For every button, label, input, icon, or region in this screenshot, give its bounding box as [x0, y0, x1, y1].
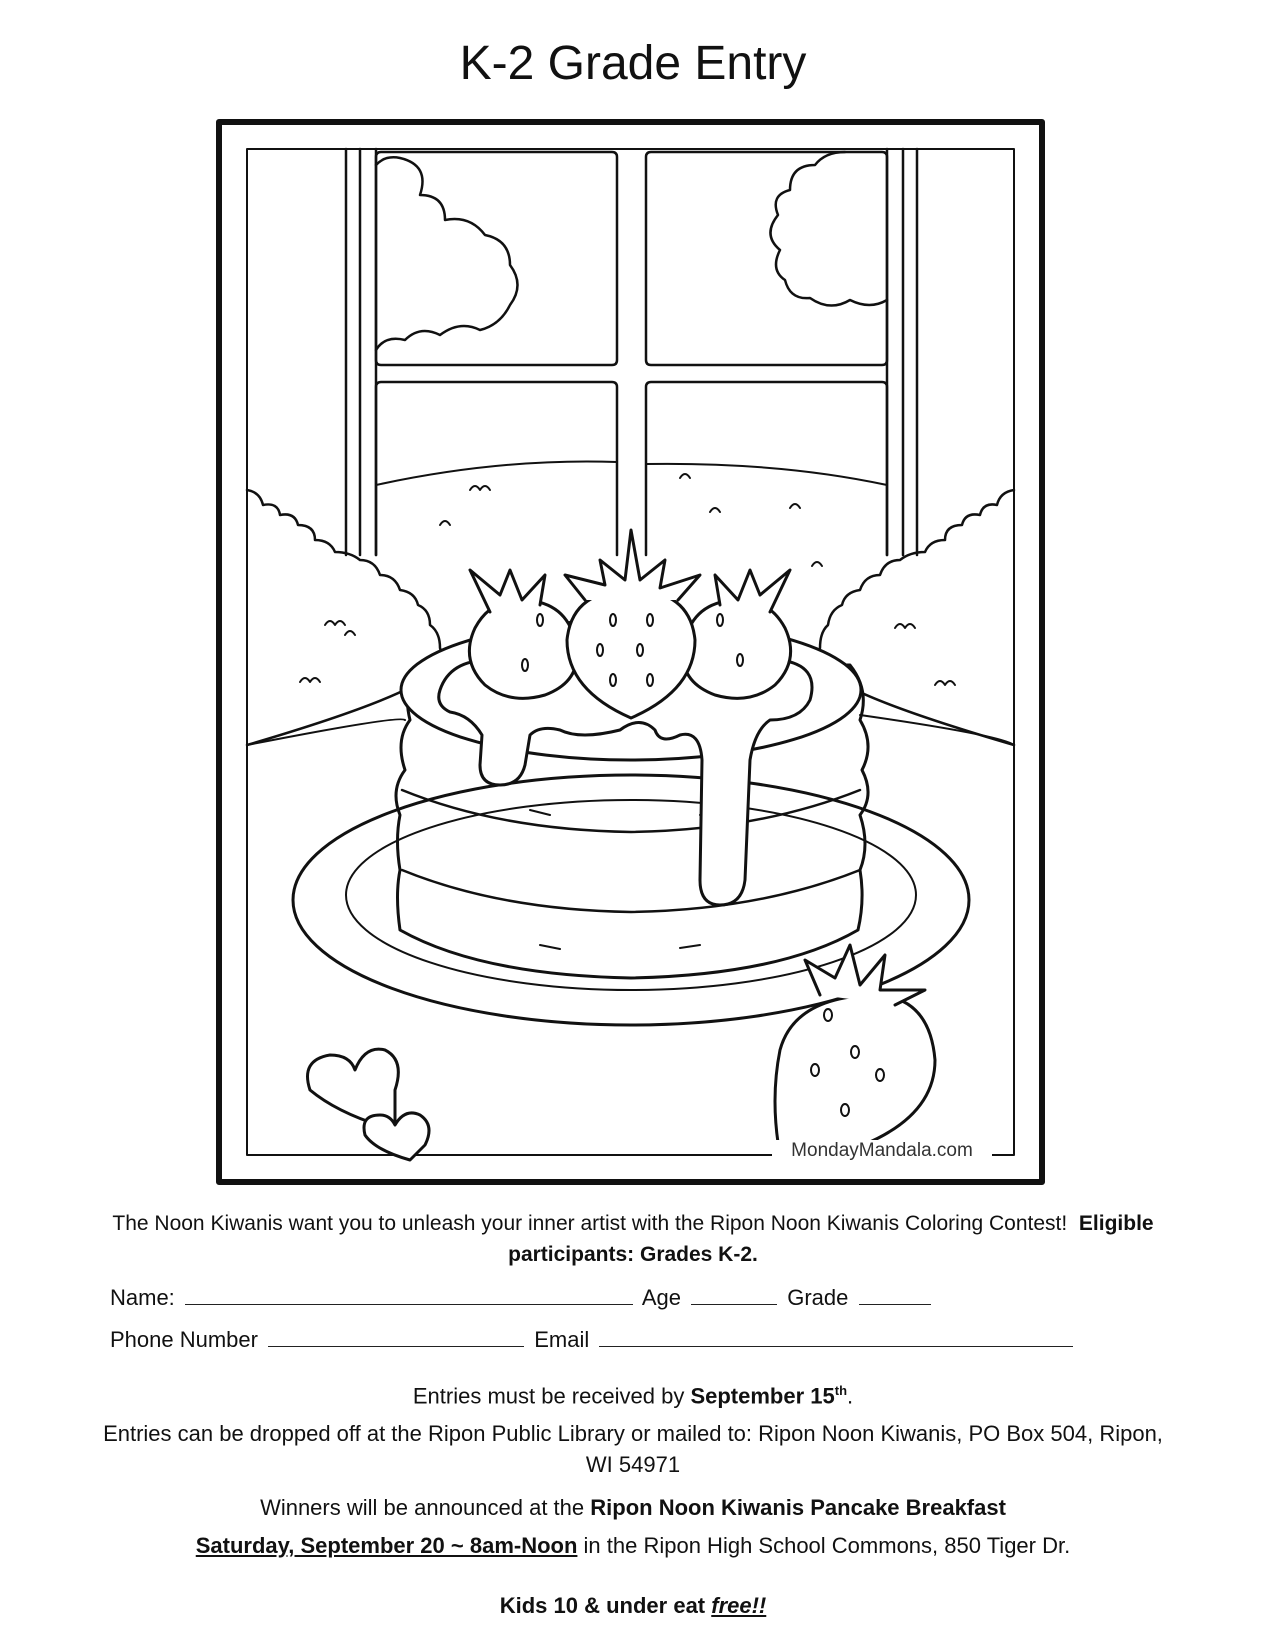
window-frame — [346, 149, 917, 555]
winners-line — [0, 1492, 1266, 1523]
age-label: Age — [641, 1285, 681, 1310]
kids-line — [0, 1590, 1266, 1621]
age-field[interactable] — [691, 1282, 777, 1305]
strawberry-left — [469, 570, 577, 698]
email-field[interactable] — [599, 1324, 1073, 1347]
cloud-left — [376, 157, 518, 350]
kids-prefix: Kids 10 & under eat — [499, 1593, 712, 1618]
event-date-line — [0, 1530, 1266, 1561]
phone-field[interactable] — [268, 1324, 524, 1347]
deadline-line — [0, 1375, 1266, 1411]
form-row-name — [110, 1282, 935, 1311]
event-date-time: Saturday, September 20 ~ 8am-Noon — [195, 1533, 578, 1558]
deadline-end: . — [847, 1383, 854, 1409]
email-label: Email — [534, 1327, 590, 1352]
intro-paragraph — [0, 1208, 1266, 1270]
kids-free: free!! — [711, 1593, 767, 1618]
cloud-right — [770, 152, 887, 306]
event-location: in the Ripon High School Commons, 850 Tiger Dr. — [577, 1533, 1071, 1558]
eligibility-text: participants: Grades K-2. — [508, 1243, 758, 1266]
form-row-contact — [110, 1324, 1077, 1353]
eligibility-label: Eligible — [1078, 1212, 1154, 1235]
deadline-suffix: th — [834, 1383, 848, 1398]
name-label: Name: — [110, 1285, 175, 1310]
hill-horizon — [376, 461, 887, 485]
grade-field[interactable] — [859, 1282, 931, 1305]
grade-label: Grade — [787, 1285, 849, 1310]
deadline-prefix: Entries must be received by — [412, 1383, 691, 1409]
strawberry-bottom — [775, 945, 935, 1155]
deadline-date: September 15 — [690, 1383, 835, 1409]
dropoff-line2: WI 54971 — [585, 1452, 681, 1477]
dropoff-line1: Entries can be dropped off at the Ripon Public Library or mailed to: Ripon Noon Kiwanis, PO Box 504, Ripon, — [103, 1421, 1163, 1446]
dropoff-paragraph — [0, 1418, 1266, 1480]
intro-text: The Noon Kiwanis want you to unleash your inner artist with the Ripon Noon Kiwanis Coloring Contest! — [112, 1212, 1068, 1235]
page-title: K-2 Grade Entry — [459, 37, 807, 90]
winners-prefix: Winners will be announced at the — [260, 1495, 591, 1520]
strawberry-right — [683, 570, 791, 698]
watermark: MondayMandala.com — [772, 1140, 992, 1162]
name-field[interactable] — [185, 1282, 633, 1305]
phone-label: Phone Number — [110, 1327, 258, 1352]
winners-event: Ripon Noon Kiwanis Pancake Breakfast — [590, 1495, 1006, 1520]
